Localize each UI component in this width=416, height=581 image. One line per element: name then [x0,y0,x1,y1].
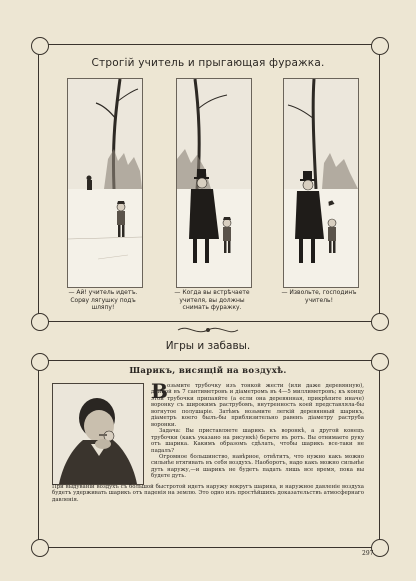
article-paragraph-1: озьмите трубочку изъ тонкой жести (или даже деревянную), длиной въ 7 сантиметровъ и діаметромъ въ 4—5 миллиметровъ; къ концу этой трубочки припаяйте (а если она деревянная, прикрѣпите иначе) воронку съ широкимъ раструбомъ, внутренность коей представляла-бы вогнутое полушаріе. Затѣмъ возьмите легкій деревянный шарикъ, діаметръ коего былъ-бы приблизительно равенъ діаметру раструба воронки. [151,383,364,428]
frame-corner-ornament [371,37,389,55]
article-body-wide [52,484,364,503]
article-paragraph-4: При выдуваніи воздухъ съ большой быстротой идетъ наружу вокругъ шарика, и наружное давленіе воздуха будетъ удерживать шарикъ отъ паденія на землю. Это одно изъ простѣйшихъ доказательствъ атмосфернаго давленія. [52,484,364,503]
frame-corner-ornament [371,539,389,557]
article-paragraph-3: Огромное большинство, навѣрное, отвѣтитъ, что нужно какъ можно сильнѣе втягивать въ себя воздухъ. Наоборотъ, надо какъ можно сильнѣе дуть наружу,—и шарикъ не будетъ падать лишь все время, пока вы будете дуть. [151,453,364,480]
comic-title: Строгій учитель и прыгающая фуражка. [91,57,325,69]
boy-with-tube-photo [52,383,144,485]
divider-ornament [176,322,240,338]
panel-1-illustration [68,79,142,287]
article-title: Шарикъ, висящій на воздухѣ. [129,366,287,376]
panel-2-illustration [177,79,251,287]
panel-3-illustration [284,79,358,287]
comic-panel-1 [67,78,143,288]
comic-panel-3 [283,78,359,288]
panel-3-caption: — Извольте, господинъ учитель! [281,289,357,304]
frame-corner-ornament [31,539,49,557]
games-section-heading: Игры и забавы. [165,340,251,352]
drop-cap: В [151,379,168,403]
panel-2-caption: — Когда вы встрѣчаете учителя, вы должны снимать фуражку. [174,289,250,311]
article-paragraph-2: Задача: Вы приставляете шарикъ къ воронкѣ, а другой конецъ трубочки (какъ указано на рисункѣ) берете въ ротъ. Вы отнимаете руку отъ шарика. Какимъ образомъ сдѣлать, чтобы шарикъ все-таки не падалъ? [151,428,364,454]
panel-1-caption: — Ай! учитель идетъ. Сорву лягушку подъ шляпу! [68,289,138,311]
frame-corner-ornament [31,37,49,55]
article-body [151,379,364,480]
frame-corner-ornament [31,313,49,331]
boy-photo-illustration [53,384,143,484]
page-number: 297 [362,550,374,557]
frame-corner-ornament [371,313,389,331]
comic-panel-2 [176,78,252,288]
